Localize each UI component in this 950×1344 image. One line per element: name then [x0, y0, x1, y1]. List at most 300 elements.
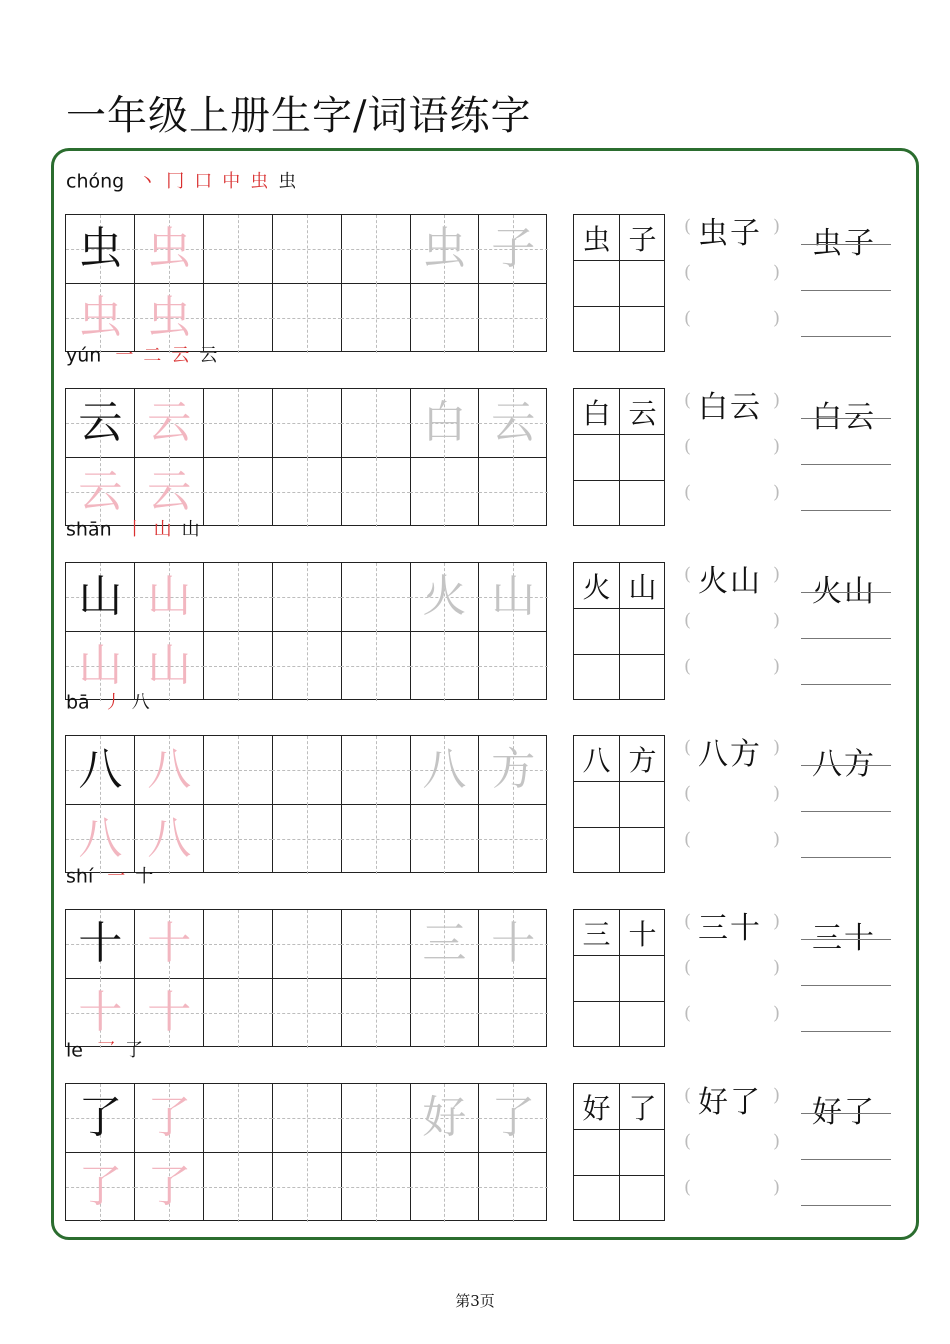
paren-left: ( [684, 308, 692, 329]
underline-word: 三十 [812, 921, 876, 956]
paren-right: ) [772, 308, 780, 329]
grid-cell[interactable] [272, 563, 341, 632]
stroke-order [107, 862, 163, 892]
word-grid [573, 562, 665, 700]
write-line[interactable] [801, 510, 891, 511]
word-grid [573, 735, 665, 873]
stroke-step: 了 [124, 1039, 143, 1061]
word-char: 火 [582, 571, 611, 604]
stroke-step: 山 [153, 518, 172, 540]
grid-cell[interactable] [204, 389, 273, 458]
guide-line [479, 1013, 548, 1014]
grid-line [574, 1129, 664, 1130]
grid-line [574, 1175, 664, 1176]
write-line[interactable] [801, 765, 891, 766]
guide-line [272, 318, 341, 319]
grid-cell[interactable] [479, 215, 548, 284]
grid-cell[interactable] [479, 1084, 548, 1153]
guide-line [410, 1013, 479, 1014]
guide-line [204, 423, 273, 424]
grid-cell[interactable] [204, 1084, 273, 1153]
grid-cell[interactable] [410, 910, 479, 979]
stroke-step: 一 [107, 865, 126, 887]
word-char: 八 [582, 744, 611, 777]
paren-right: ) [772, 783, 780, 804]
guide-line [272, 944, 341, 945]
trace-character: 白 [422, 397, 467, 449]
word-char: 白 [582, 397, 611, 430]
guide-line [238, 736, 239, 805]
paren-right: ) [772, 216, 780, 237]
guide-line [341, 423, 410, 424]
write-line[interactable] [801, 638, 891, 639]
guide-line [204, 1187, 273, 1188]
paren-word: 好了 [698, 1085, 762, 1120]
guide-line [410, 839, 479, 840]
guide-line [204, 944, 273, 945]
guide-line [307, 389, 308, 458]
word-char: 了 [628, 1092, 657, 1125]
paren-word: 火山 [698, 564, 762, 599]
grid-cell[interactable] [479, 563, 548, 632]
pinyin-label: bā [66, 691, 90, 714]
grid-cell[interactable] [272, 1084, 341, 1153]
guide-line [376, 215, 377, 284]
paren-right: ) [772, 482, 780, 503]
paren-right: ) [772, 262, 780, 283]
grid-line [574, 480, 664, 481]
trace-character: 好 [422, 1092, 467, 1144]
guide-line [341, 770, 410, 771]
trace-character: 虫 [147, 223, 192, 275]
paren-right: ) [772, 957, 780, 978]
paren-left: ( [684, 783, 692, 804]
parenthesis-blank[interactable] [684, 1175, 780, 1205]
guide-line [204, 249, 273, 250]
grid-cell[interactable] [410, 736, 479, 805]
write-line[interactable] [801, 336, 891, 337]
guide-line [204, 770, 273, 771]
guide-line [204, 492, 273, 493]
grid-cell[interactable] [272, 910, 341, 979]
stroke-order [104, 688, 160, 718]
write-line[interactable] [801, 464, 891, 465]
parenthesis-blank[interactable] [684, 562, 780, 599]
write-line[interactable] [801, 1159, 891, 1160]
tian-grid [65, 562, 547, 700]
trace-character: 山 [147, 571, 192, 623]
write-line[interactable] [801, 290, 891, 291]
tian-grid [65, 909, 547, 1047]
trace-character: 云 [78, 397, 123, 449]
paren-left: ( [684, 911, 692, 932]
guide-line [238, 1153, 239, 1222]
parenthesis-blank[interactable] [684, 955, 780, 985]
practice-row [0, 861, 950, 1039]
paren-left: ( [684, 436, 692, 457]
stroke-order [138, 167, 306, 197]
guide-line [272, 770, 341, 771]
trace-character: 云 [147, 466, 192, 518]
stroke-step: 中 [222, 170, 241, 192]
grid-cell[interactable] [341, 389, 410, 458]
guide-line [272, 1013, 341, 1014]
grid-cell[interactable] [410, 389, 479, 458]
guide-line [341, 492, 410, 493]
word-grid [573, 214, 665, 352]
guide-line [204, 318, 273, 319]
grid-cell[interactable] [410, 215, 479, 284]
paren-left: ( [684, 482, 692, 503]
guide-line [513, 1153, 514, 1222]
paren-right: ) [772, 1003, 780, 1024]
guide-line [341, 597, 410, 598]
grid-cell[interactable] [341, 215, 410, 284]
pinyin-line [66, 166, 306, 196]
stroke-step: 冂 [166, 170, 185, 192]
stroke-step: 山 [181, 518, 200, 540]
guide-line [479, 839, 548, 840]
trace-character: 三 [422, 918, 467, 970]
guide-line [204, 666, 273, 667]
paren-word: 白云 [698, 390, 762, 425]
guide-line [272, 1187, 341, 1188]
guide-line [341, 1013, 410, 1014]
write-line[interactable] [801, 939, 891, 940]
paren-right: ) [772, 1085, 780, 1106]
stroke-step: 十 [135, 865, 154, 887]
paren-left: ( [684, 262, 692, 283]
grid-cell[interactable] [66, 736, 135, 805]
paren-right: ) [772, 564, 780, 585]
guide-line [341, 944, 410, 945]
write-line[interactable] [801, 684, 891, 685]
paren-word: 八方 [698, 737, 762, 772]
guide-line [341, 318, 410, 319]
word-grid [573, 1083, 665, 1221]
guide-line [272, 1118, 341, 1119]
paren-right: ) [772, 390, 780, 411]
guide-line [307, 1153, 308, 1222]
guide-line [204, 1013, 273, 1014]
grid-cell[interactable] [341, 736, 410, 805]
guide-line [238, 1084, 239, 1153]
grid-cell[interactable] [410, 1153, 479, 1222]
parenthesis-blank[interactable] [684, 909, 780, 946]
grid-cell[interactable] [135, 1153, 204, 1222]
paren-left: ( [684, 1131, 692, 1152]
guide-line [376, 563, 377, 632]
write-line[interactable] [801, 811, 891, 812]
trace-character: 云 [147, 397, 192, 449]
paren-left: ( [684, 216, 692, 237]
guide-line [307, 563, 308, 632]
grid-cell[interactable] [272, 736, 341, 805]
paren-right: ) [772, 1131, 780, 1152]
guide-line [204, 839, 273, 840]
guide-line [307, 1084, 308, 1153]
word-char: 云 [628, 397, 657, 430]
trace-character: 云 [78, 466, 123, 518]
paren-word: 三十 [698, 911, 762, 946]
trace-character: 十 [78, 987, 123, 1039]
guide-line [479, 492, 548, 493]
paren-left: ( [684, 390, 692, 411]
write-line[interactable] [801, 592, 891, 593]
grid-cell[interactable] [66, 389, 135, 458]
guide-line [238, 563, 239, 632]
word-grid [573, 388, 665, 526]
write-line[interactable] [801, 857, 891, 858]
grid-cell[interactable] [135, 1084, 204, 1153]
grid-cell[interactable] [479, 1153, 548, 1222]
trace-character: 山 [78, 571, 123, 623]
guide-line [376, 389, 377, 458]
parenthesis-blank[interactable] [684, 1083, 780, 1120]
guide-line [376, 736, 377, 805]
trace-character: 虫 [422, 223, 467, 275]
paren-left: ( [684, 957, 692, 978]
grid-cell[interactable] [135, 910, 204, 979]
guide-line [272, 597, 341, 598]
grid-cell[interactable] [341, 1084, 410, 1153]
paren-left: ( [684, 610, 692, 631]
grid-cell[interactable] [341, 563, 410, 632]
guide-line [376, 910, 377, 979]
trace-character: 方 [491, 744, 536, 796]
guide-line [479, 318, 548, 319]
grid-cell[interactable] [66, 215, 135, 284]
guide-line [307, 910, 308, 979]
guide-line [272, 423, 341, 424]
parenthesis-blank[interactable] [684, 260, 780, 290]
stroke-step: 云 [171, 344, 190, 366]
trace-character: 虫 [147, 292, 192, 344]
stroke-step: 二 [143, 344, 162, 366]
guide-line [272, 492, 341, 493]
word-char: 山 [628, 571, 657, 604]
parenthesis-blank[interactable] [684, 388, 780, 425]
grid-cell[interactable] [204, 215, 273, 284]
guide-line [341, 249, 410, 250]
parenthesis-blank[interactable] [684, 654, 780, 684]
parenthesis-blank[interactable] [684, 608, 780, 638]
stroke-step: 一 [115, 344, 134, 366]
trace-character: 八 [147, 813, 192, 865]
write-line[interactable] [801, 1031, 891, 1032]
paren-left: ( [684, 1085, 692, 1106]
parenthesis-blank[interactable] [684, 781, 780, 811]
trace-character: 八 [78, 744, 123, 796]
guide-line [307, 215, 308, 284]
grid-cell[interactable] [204, 1153, 273, 1222]
grid-cell[interactable] [66, 563, 135, 632]
pinyin-line [66, 861, 163, 891]
grid-cell[interactable] [135, 215, 204, 284]
paren-left: ( [684, 1003, 692, 1024]
write-line[interactable] [801, 1113, 891, 1114]
grid-cell[interactable] [66, 1084, 135, 1153]
underline-word: 八方 [812, 747, 876, 782]
trace-character: 虫 [78, 292, 123, 344]
write-line[interactable] [801, 1205, 891, 1206]
guide-line [376, 1153, 377, 1222]
write-line[interactable] [801, 418, 891, 419]
paren-right: ) [772, 737, 780, 758]
guide-line [410, 1187, 479, 1188]
grid-cell[interactable] [341, 1153, 410, 1222]
stroke-step: 虫 [278, 170, 297, 192]
pinyin-label: shí [66, 865, 94, 888]
page-number: 第3页 [455, 1292, 495, 1310]
trace-character: 八 [78, 813, 123, 865]
grid-cell[interactable] [66, 910, 135, 979]
pinyin-label: le [66, 1039, 83, 1062]
grid-cell[interactable] [204, 736, 273, 805]
paren-right: ) [772, 1177, 780, 1198]
word-char: 好 [582, 1092, 611, 1125]
paren-right: ) [772, 911, 780, 932]
tian-grid [65, 388, 547, 526]
word-char: 虫 [582, 223, 611, 256]
stroke-order [97, 1036, 153, 1066]
guide-line [272, 839, 341, 840]
guide-line [341, 839, 410, 840]
word-char: 十 [628, 918, 657, 951]
grid-cell[interactable] [135, 389, 204, 458]
write-line[interactable] [801, 985, 891, 986]
trace-character: 了 [78, 1092, 123, 1144]
grid-cell[interactable] [479, 910, 548, 979]
pinyin-label: chóng [66, 170, 125, 193]
stroke-step: 口 [194, 170, 213, 192]
pinyin-line [66, 340, 227, 370]
grid-cell[interactable] [479, 389, 548, 458]
stroke-order [126, 515, 210, 545]
underline-word: 白云 [812, 400, 876, 435]
paren-left: ( [684, 564, 692, 585]
stroke-step: 丶 [138, 170, 157, 192]
grid-cell[interactable] [135, 736, 204, 805]
guide-line [204, 597, 273, 598]
guide-line [238, 910, 239, 979]
pinyin-line [66, 1035, 153, 1065]
grid-line [574, 955, 664, 956]
parenthesis-blank[interactable] [684, 827, 780, 857]
parenthesis-blank[interactable] [684, 214, 780, 251]
trace-character: 火 [422, 571, 467, 623]
practice-row [0, 514, 950, 692]
grid-line [574, 781, 664, 782]
grid-cell[interactable] [341, 910, 410, 979]
trace-character: 山 [491, 571, 536, 623]
parenthesis-blank[interactable] [684, 306, 780, 336]
guide-line [479, 666, 548, 667]
guide-line [479, 1187, 548, 1188]
trace-character: 十 [78, 918, 123, 970]
pinyin-label: shān [66, 518, 112, 541]
parenthesis-blank[interactable] [684, 1001, 780, 1031]
trace-character: 子 [491, 223, 536, 275]
practice-row [0, 166, 950, 344]
grid-line [574, 434, 664, 435]
parenthesis-blank[interactable] [684, 480, 780, 510]
tian-grid [65, 214, 547, 352]
guide-line [410, 492, 479, 493]
word-grid [573, 909, 665, 1047]
guide-line [410, 318, 479, 319]
grid-cell[interactable] [272, 389, 341, 458]
grid-cell[interactable] [272, 215, 341, 284]
stroke-step: 乛 [96, 1039, 115, 1061]
practice-row [0, 687, 950, 865]
trace-character: 了 [491, 1092, 536, 1144]
tian-grid [65, 735, 547, 873]
trace-character: 十 [147, 918, 192, 970]
parenthesis-blank[interactable] [684, 434, 780, 464]
parenthesis-blank[interactable] [684, 735, 780, 772]
guide-line [204, 1118, 273, 1119]
grid-cell[interactable] [135, 563, 204, 632]
paren-right: ) [772, 610, 780, 631]
guide-line [341, 1187, 410, 1188]
paren-right: ) [772, 829, 780, 850]
trace-character: 虫 [78, 223, 123, 275]
grid-cell[interactable] [410, 563, 479, 632]
trace-character: 八 [422, 744, 467, 796]
grid-cell[interactable] [204, 910, 273, 979]
grid-cell[interactable] [410, 1084, 479, 1153]
pinyin-line [66, 514, 210, 544]
stroke-step: 丿 [103, 691, 122, 713]
guide-line [238, 389, 239, 458]
grid-line [574, 306, 664, 307]
paren-word: 虫子 [698, 216, 762, 251]
pinyin-label: yún [66, 344, 102, 367]
write-line[interactable] [801, 244, 891, 245]
underline-word: 火山 [812, 574, 876, 609]
trace-character: 了 [147, 1161, 192, 1213]
paren-right: ) [772, 436, 780, 457]
grid-cell[interactable] [204, 563, 273, 632]
underline-word: 虫子 [812, 226, 876, 261]
guide-line [376, 1084, 377, 1153]
guide-line [341, 666, 410, 667]
grid-cell[interactable] [272, 1153, 341, 1222]
grid-line [574, 260, 664, 261]
grid-cell[interactable] [479, 736, 548, 805]
guide-line [238, 215, 239, 284]
page-title: 一年级上册生字/词语练字 [66, 93, 532, 139]
stroke-step: 八 [131, 691, 150, 713]
trace-character: 了 [147, 1092, 192, 1144]
parenthesis-blank[interactable] [684, 1129, 780, 1159]
stroke-step: 云 [199, 344, 218, 366]
paren-left: ( [684, 656, 692, 677]
pinyin-line [66, 687, 160, 717]
paren-left: ( [684, 829, 692, 850]
word-char: 子 [628, 223, 657, 256]
grid-cell[interactable] [66, 1153, 135, 1222]
tian-grid [65, 1083, 547, 1221]
stroke-step: 丨 [125, 518, 144, 540]
trace-character: 十 [147, 987, 192, 1039]
practice-row [0, 1035, 950, 1213]
trace-character: 八 [147, 744, 192, 796]
grid-line [574, 654, 664, 655]
guide-line [444, 1153, 445, 1222]
guide-line [410, 666, 479, 667]
